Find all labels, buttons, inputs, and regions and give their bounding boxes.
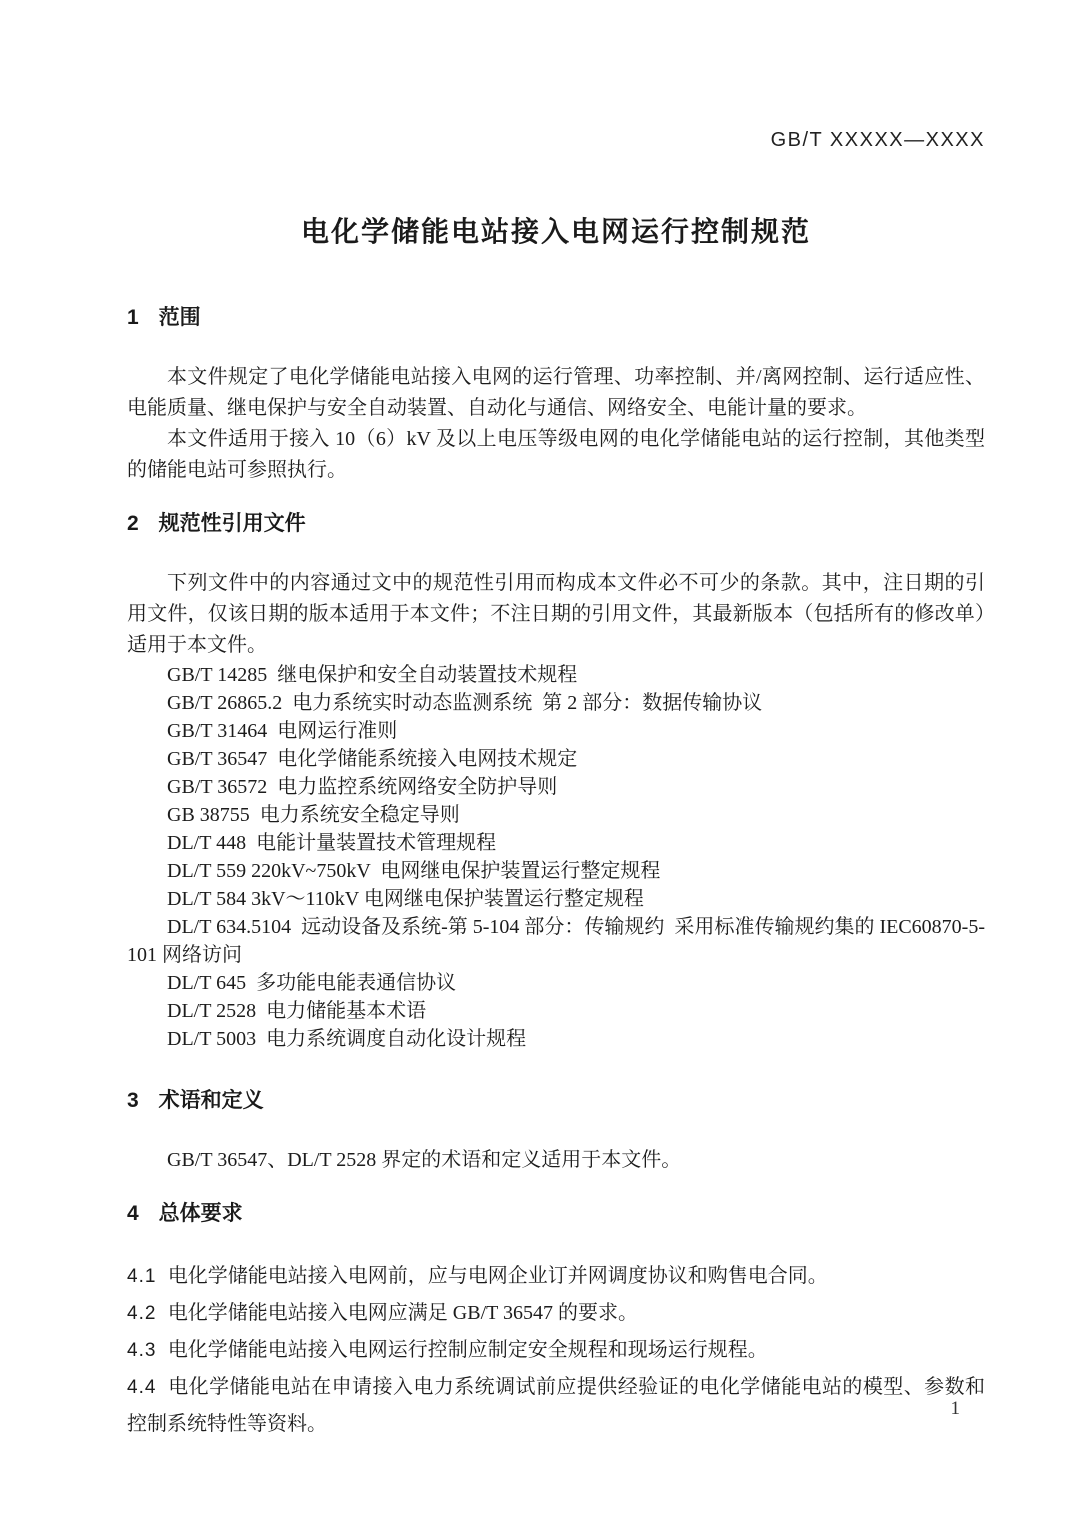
clause-4-1-text: 电化学储能电站接入电网前，应与电网企业订并网调度协议和购售电合同。	[167, 1265, 828, 1287]
references-intro-paragraph: 下列文件中的内容通过文中的规范性引用而构成本文件必不可少的条款。其中，注日期的引用文件，仅该日期的版本适用于本文件；不注日期的引用文件，其最新版本（包括所有的修改单）适用于本文件。	[127, 572, 985, 656]
section-2-heading	[127, 512, 985, 536]
section-scope	[127, 306, 985, 486]
reference-item: DL/T 2528 电力储能基本术语	[167, 1000, 427, 1022]
reference-item: DL/T 645 多功能电能表通信协议	[167, 972, 457, 994]
reference-item: GB/T 31464 电网运行准则	[167, 720, 398, 742]
clause-list	[127, 1258, 985, 1442]
reference-list	[127, 661, 985, 1053]
section-4-heading-text: 总体要求	[158, 1202, 243, 1225]
clause-4-4	[127, 1369, 985, 1442]
reference-item: GB/T 36572 电力监控系统网络安全防护导则	[167, 776, 558, 798]
section-2-number: 2	[127, 512, 139, 535]
section-2-heading-text: 规范性引用文件	[158, 512, 306, 535]
clause-4-1-number: 4.1	[127, 1266, 157, 1287]
reference-item: DL/T 559 220kV~750kV 电网继电保护装置运行整定规程	[167, 860, 661, 882]
clause-4-4-number: 4.4	[127, 1377, 157, 1398]
reference-item: DL/T 448 电能计量装置技术管理规程	[167, 832, 497, 854]
scope-paragraph-1: 本文件规定了电化学储能电站接入电网的运行管理、功率控制、并/离网控制、运行适应性、电能质量、继电保护与安全自动装置、自动化与通信、网络安全、电能计量的要求。	[127, 366, 985, 419]
reference-item: DL/T 5003 电力系统调度自动化设计规程	[167, 1028, 527, 1050]
standard-code: GB/T XXXXX—XXXX	[770, 129, 985, 151]
clause-4-2-number: 4.2	[127, 1303, 157, 1324]
reference-item: DL/T 584 3kV～110kV 电网继电保护装置运行整定规程	[167, 888, 644, 910]
section-4-number: 4	[127, 1202, 139, 1225]
section-4-heading	[127, 1202, 985, 1226]
section-normative-references	[127, 512, 985, 1053]
reference-item: GB/T 36547 电化学储能系统接入电网技术规定	[167, 748, 578, 770]
clause-4-2-text: 电化学储能电站接入电网应满足 GB/T 36547 的要求。	[167, 1302, 639, 1324]
clause-4-3	[127, 1332, 985, 1369]
terms-paragraph: GB/T 36547、DL/T 2528 界定的术语和定义适用于本文件。	[167, 1149, 682, 1171]
section-3-heading	[127, 1089, 985, 1113]
section-3-number: 3	[127, 1089, 139, 1112]
document-title: 电化学储能电站接入电网运行控制规范	[300, 216, 811, 247]
section-1-heading-text: 范围	[158, 306, 201, 329]
scope-paragraph-2: 本文件适用于接入 10（6）kV 及以上电压等级电网的电化学储能电站的运行控制，其他类型的储能电站可参照执行。	[127, 428, 985, 481]
section-3-heading-text: 术语和定义	[158, 1089, 264, 1112]
section-terms-definitions	[127, 1089, 985, 1176]
section-1-heading	[127, 306, 985, 330]
reference-item: GB/T 26865.2 电力系统实时动态监测系统 第 2 部分：数据传输协议	[167, 692, 763, 714]
section-1-number: 1	[127, 306, 139, 329]
clause-4-3-text: 电化学储能电站接入电网运行控制应制定安全规程和现场运行规程。	[167, 1339, 768, 1361]
clause-4-4-text: 电化学储能电站在申请接入电力系统调试前应提供经验证的电化学储能电站的模型、参数和控制系统特性等资料。	[127, 1376, 985, 1435]
reference-item: GB 38755 电力系统安全稳定导则	[167, 804, 460, 826]
clause-4-1	[127, 1258, 985, 1295]
reference-item: GB/T 14285 继电保护和安全自动装置技术规程	[167, 664, 578, 686]
clause-4-3-number: 4.3	[127, 1340, 157, 1361]
section-general-requirements	[127, 1202, 985, 1442]
reference-item: DL/T 634.5104 远动设备及系统-第 5-104 部分：传输规约 采用标准传输规约集的 IEC60870-5-101 网络访问	[127, 916, 985, 966]
clause-4-2	[127, 1295, 985, 1332]
page-number: 1	[950, 1398, 960, 1419]
